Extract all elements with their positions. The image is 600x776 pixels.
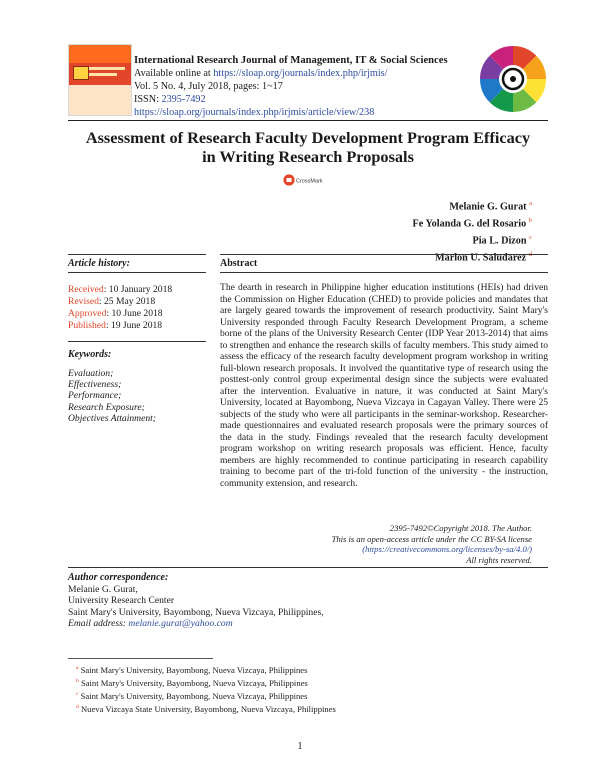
author: Pia L. Dizon $^c$ <box>472 233 532 247</box>
correspondence-heading: Author correspondence: <box>68 572 169 583</box>
issn-line: ISSN: 2395-7492 <box>134 94 206 105</box>
history-bottom-rule <box>68 272 206 273</box>
article-link[interactable]: https://sloap.org/journals/index.php/irjmis/article/view/238 <box>134 107 375 118</box>
approved-date: Approved: 10 June 2018 <box>68 308 163 319</box>
abstract-bottom-rule <box>220 272 548 273</box>
author: Marlon U. Saludarez $^d$ <box>434 250 532 264</box>
footnote-rule <box>68 658 213 659</box>
volume-line: Vol. 5 No. 4, July 2018, pages: 1~17 <box>134 81 283 92</box>
revised-date: Revised: 25 May 2018 <box>68 296 156 307</box>
crossmark-icon[interactable] <box>283 173 323 187</box>
journal-info <box>134 54 464 119</box>
affiliation: $^a$ Saint Mary's University, Bayombong, Nueva Vizcaya, Philippines <box>76 664 308 675</box>
article-title: Assessment of Research Faculty Development Program Efficacy in Writing Research Proposals <box>85 128 531 166</box>
abstract-top-rule <box>220 254 548 255</box>
history-top-rule <box>68 254 206 255</box>
affiliation: $^c$ Saint Mary's University, Bayombong, Nueva Vizcaya, Philippines <box>76 690 308 701</box>
author-correspondence <box>68 572 548 630</box>
keywords-heading: Keywords: <box>68 349 112 360</box>
issn-link[interactable]: 2395-7492 <box>161 94 206 105</box>
published-date: Published: 19 June 2018 <box>68 320 163 331</box>
keyword: Effectiveness; <box>68 379 122 391</box>
journal-title: International Research Journal of Management, IT & Social Sciences <box>134 55 448 66</box>
article-history-dates <box>68 284 206 332</box>
keyword: Performance; <box>68 390 122 402</box>
crossmark-label: CrossMark <box>296 178 323 185</box>
correspondence-address: Saint Mary's University, Bayombong, Nueva Vizcaya, Philippines, <box>68 606 324 618</box>
affiliation: $^d$ Nueva Vizcaya State University, Bayombong, Nueva Vizcaya, Philippines <box>76 703 336 714</box>
abstract-text: The dearth in research in Philippine higher education institutions (HEIs) had driven the Commission on Higher Education (CHED) to provide policies and mandates that are largely geared towards the improvement of research productivity. Saint Mary's University responded through Faculty Research Development Program, a scheme borne of the plans of the University Research Center (IDP Year 2013-2014) that aims to strengthen and enhance the research skills of faculty members. This study aimed to assess the efficacy of the research faculty development program workshop in writing full-blown research proposals. It involved the quantitative type of research using the posttest-only control group experimental design since the subjects were evaluated after the intervention. Evaluative in nature, it was conducted at Saint Mary's University, located at Bayombong, Nueva Vizcaya in Cagayan Valley. There were 25 subjects of the study who were all participants in the seminar-workshop. Researcher-made questionnaires and evaluated research proposals were the primary sources of the data in the study. Findings revealed that the research faculty development program workshop on writing research proposals was efficient. Hence, faculty members are highly recommended to continue participating in research capability training to become part of the tri-fold function of the university - the instruction, community extension, and research. <box>220 282 548 489</box>
journal-cover-image <box>68 44 132 116</box>
license-link[interactable]: (https://creativecommons.org/licenses/by-sa/4.0/) <box>362 544 532 555</box>
copyright-block: 2395-7492©Copyright 2018. The Author. This is an open-access article under the CC BY-SA license (https://creativecommons.org/licenses/by-sa/4.0/) All rights reserved. <box>331 523 532 566</box>
keywords-list <box>68 368 206 424</box>
keyword: Objectives Attainment; <box>68 412 157 424</box>
article-history-heading: Article history: <box>68 258 130 269</box>
correspondence-name: Melanie G. Gurat, <box>68 583 138 595</box>
keyword: Evaluation; <box>68 368 114 379</box>
author: Fe Yolanda G. del Rosario $^b$ <box>412 216 532 230</box>
received-date: Received: 10 January 2018 <box>68 284 173 295</box>
author: Melanie G. Gurat $^a$ <box>449 200 532 213</box>
journal-link[interactable]: https://sloap.org/journals/index.php/irjmis/ <box>213 68 388 79</box>
correspondence-dept: University Research Center <box>68 595 175 607</box>
correspondence-rule <box>68 567 548 568</box>
abstract-heading: Abstract <box>220 258 258 269</box>
available-online-line: Available online at https://sloap.org/journals/index.php/irjmis/ <box>134 68 388 79</box>
publisher-wheel-logo <box>478 44 548 114</box>
keywords-top-rule <box>68 341 206 342</box>
correspondence-email: Email address: melanie.gurat@yahoo.com <box>68 618 233 630</box>
affiliation: $^b$ Saint Mary's University, Bayombong, Nueva Vizcaya, Philippines <box>76 677 308 688</box>
affiliations <box>76 663 336 714</box>
email-link[interactable]: melanie.gurat@yahoo.com <box>128 618 233 630</box>
keyword: Research Exposure; <box>68 401 145 413</box>
page-number: 1 <box>297 741 303 752</box>
abstract-body <box>220 282 548 489</box>
header-divider <box>68 120 548 121</box>
